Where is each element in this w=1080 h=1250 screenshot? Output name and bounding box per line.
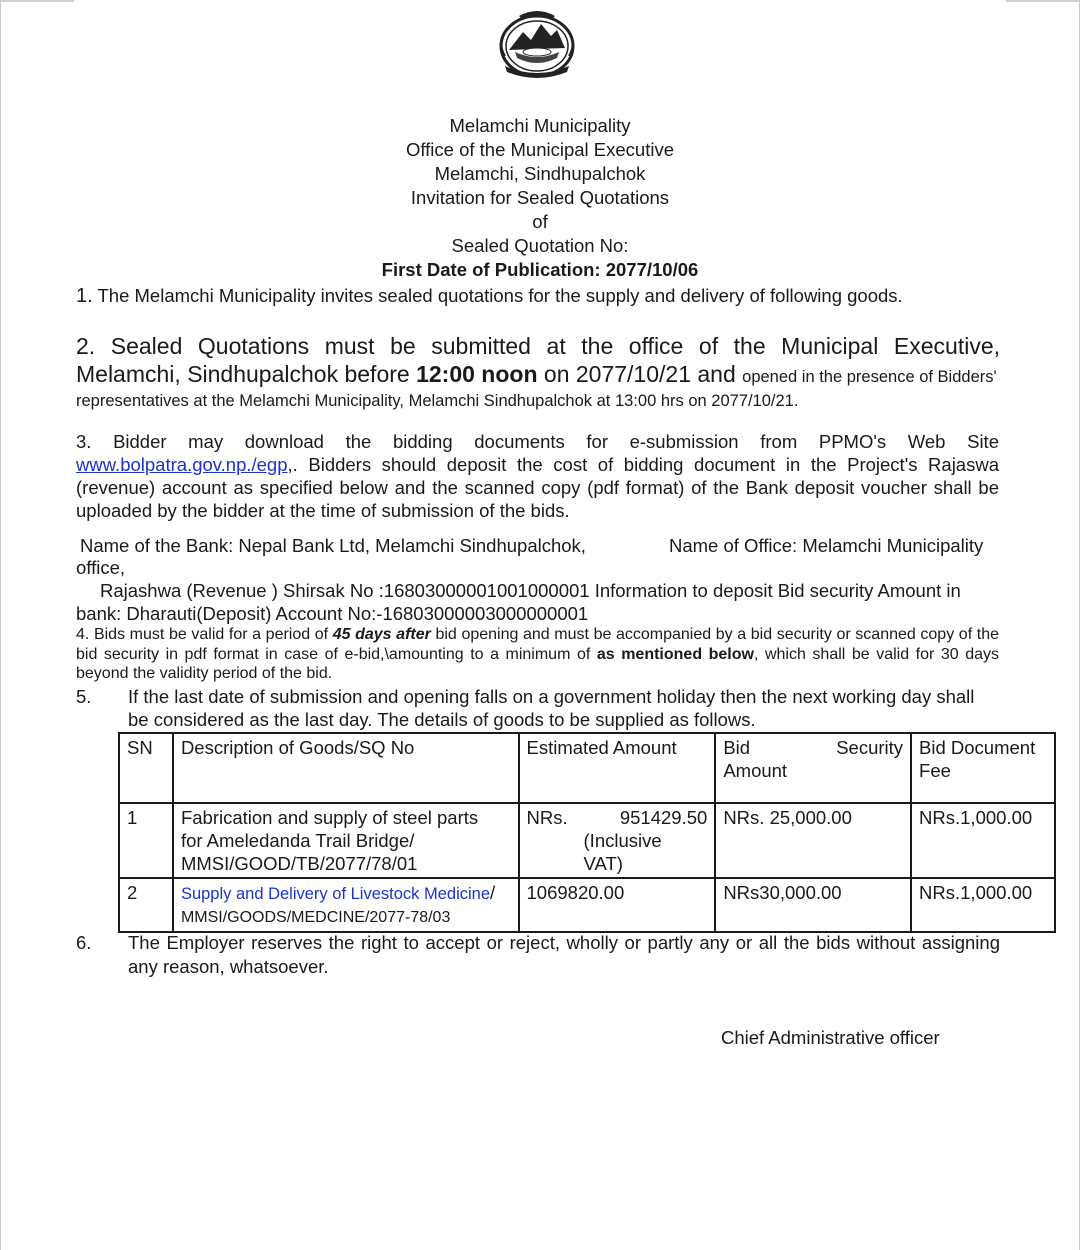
bolpatra-link[interactable]: www.bolpatra.gov.np./egp bbox=[76, 454, 288, 475]
row-2-sn: 2 bbox=[119, 878, 173, 932]
row-1-desc-line-2: for Ameledanda Trail Bridge/ bbox=[180, 830, 415, 851]
row-1-est-note-1: (Inclusive bbox=[583, 830, 662, 851]
office-name: Name of Office: Melamchi Municipality bbox=[669, 535, 984, 556]
header-security-word: Security bbox=[836, 737, 904, 758]
bank-details-accounts bbox=[76, 579, 1000, 625]
row-2-desc-separator: / bbox=[490, 882, 496, 903]
row-1-est-note-2: VAT) bbox=[583, 853, 623, 874]
row-2-desc-line-1: Supply and Delivery of Livestock Medicine bbox=[180, 885, 491, 903]
page-corner-left bbox=[0, 0, 74, 2]
goods-table bbox=[118, 732, 1056, 933]
paragraph-3-part2: ,. Bidders should deposit the cost of bidding document in the Project's Rajaswa (revenue) account as specified below and the scanned copy (pdf format) of the Bank deposit voucher shall be uploaded by the bidder at the time of submission of the bids. bbox=[76, 454, 999, 521]
paragraph-3-part1: 3. Bidder may download the bidding documents for e-submission from PPMO's Web Site bbox=[76, 431, 999, 452]
header-amount-word: Amount bbox=[723, 760, 788, 781]
table-row bbox=[119, 878, 1055, 932]
row-1-estimated bbox=[519, 803, 716, 878]
deposit-account: bank: Dharauti(Deposit) Account No:-16803000003000000001 bbox=[76, 603, 589, 624]
paragraph-1-number: 1. bbox=[76, 285, 93, 307]
table-header-row bbox=[119, 733, 1055, 803]
row-2-desc-line-2: MMSI/GOODS/MEDCINE/2077-78/03 bbox=[180, 909, 451, 926]
rajashwa-account: Rajashwa (Revenue ) Shirsak No :16803000001001000001 Information to deposit Bid security Amount in bbox=[100, 580, 961, 601]
header-line-of: of bbox=[532, 211, 548, 232]
paragraph-4-part2: bid opening and must be accompanied by a bid security or scanned copy of the bid security in pdf format in case of e-bid,\amounting to a minimum of bbox=[76, 626, 999, 663]
row-1-desc-line-1: Fabrication and supply of steel parts bbox=[180, 807, 479, 828]
nepal-emblem-icon bbox=[497, 6, 577, 80]
header-line-sq-no: Sealed Quotation No: bbox=[451, 235, 629, 256]
bank-name: Name of the Bank: Nepal Bank Ltd, Melamchi Sindhupalchok, bbox=[80, 535, 586, 556]
paragraph-6-text: The Employer reserves the right to accept or reject, wholly or partly any or all the bids without assigning any reason, whatsoever. bbox=[128, 932, 1000, 977]
paragraph-2-part3: opened in the presence of Bidders' bbox=[742, 368, 997, 386]
header-bid-word: Bid bbox=[723, 737, 751, 758]
notice-header bbox=[0, 114, 1080, 282]
paragraph-1 bbox=[76, 285, 903, 308]
row-1-description bbox=[173, 803, 519, 878]
header-estimated-amount: Estimated Amount bbox=[519, 733, 716, 803]
row-1-desc-line-3: MMSI/GOOD/TB/2077/78/01 bbox=[180, 853, 418, 874]
paragraph-2-tail: representatives at the Melamchi Municipality, Melamchi Sindhupalchok at 13:00 hrs on 2077/10/21. bbox=[76, 392, 799, 410]
paragraph-5-text: If the last date of submission and opening falls on a government holiday then the next working day shall be considered as the last day. The details of goods to be supplied as follows. bbox=[128, 686, 975, 730]
paragraph-2-part1: 2. Sealed Quotations must be submitted at the office of the Municipal Executive, Melamchi, Sindhupalchok before bbox=[76, 333, 1000, 387]
paragraph-4 bbox=[76, 625, 999, 684]
row-2-estimated: 1069820.00 bbox=[519, 878, 716, 932]
row-1-sn: 1 bbox=[119, 803, 173, 878]
header-sn: SN bbox=[119, 733, 173, 803]
paragraph-4-part1: 4. Bids must be valid for a period of bbox=[76, 626, 333, 643]
header-line-location: Melamchi, Sindhupalchok bbox=[434, 163, 646, 184]
row-1-est-prefix: NRs. bbox=[526, 807, 568, 828]
as-mentioned-below: as mentioned below bbox=[596, 645, 754, 663]
header-line-office: Office of the Municipal Executive bbox=[405, 139, 675, 160]
paragraph-3 bbox=[76, 430, 999, 522]
paragraph-6-number: 6. bbox=[76, 932, 92, 953]
table-row bbox=[119, 803, 1055, 878]
row-1-est-value: 951429.50 bbox=[619, 807, 708, 828]
paragraph-2-part2: on 2077/10/21 and bbox=[537, 361, 743, 387]
bank-details-line-1 bbox=[80, 534, 1000, 557]
paragraph-2 bbox=[76, 332, 1000, 411]
validity-days: 45 days after bbox=[332, 626, 431, 643]
publication-date: First Date of Publication: 2077/10/06 bbox=[381, 259, 699, 280]
page-corner-right bbox=[1006, 0, 1080, 2]
header-document-fee: Bid Document Fee bbox=[911, 733, 1055, 803]
header-bid-security bbox=[715, 733, 911, 803]
row-1-bid-security: NRs. 25,000.00 bbox=[715, 803, 911, 878]
signature-title: Chief Administrative officer bbox=[721, 1027, 940, 1048]
office-wrap: office, bbox=[76, 557, 126, 578]
submission-time: 12:00 noon bbox=[416, 361, 538, 387]
row-2-fee: NRs.1,000.00 bbox=[911, 878, 1055, 932]
header-description: Description of Goods/SQ No bbox=[173, 733, 519, 803]
header-line-invitation: Invitation for Sealed Quotations bbox=[410, 187, 670, 208]
paragraph-1-text: The Melamchi Municipality invites sealed quotations for the supply and delivery of following goods. bbox=[97, 285, 903, 306]
row-1-fee: NRs.1,000.00 bbox=[911, 803, 1055, 878]
row-2-description bbox=[173, 878, 519, 932]
paragraph-4-part3: , which shall be valid for 30 days beyond the validity period of the bid. bbox=[76, 645, 1000, 682]
paragraph-5-number: 5. bbox=[76, 686, 92, 707]
row-2-bid-security: NRs30,000.00 bbox=[715, 878, 911, 932]
header-line-municipality: Melamchi Municipality bbox=[449, 115, 631, 136]
